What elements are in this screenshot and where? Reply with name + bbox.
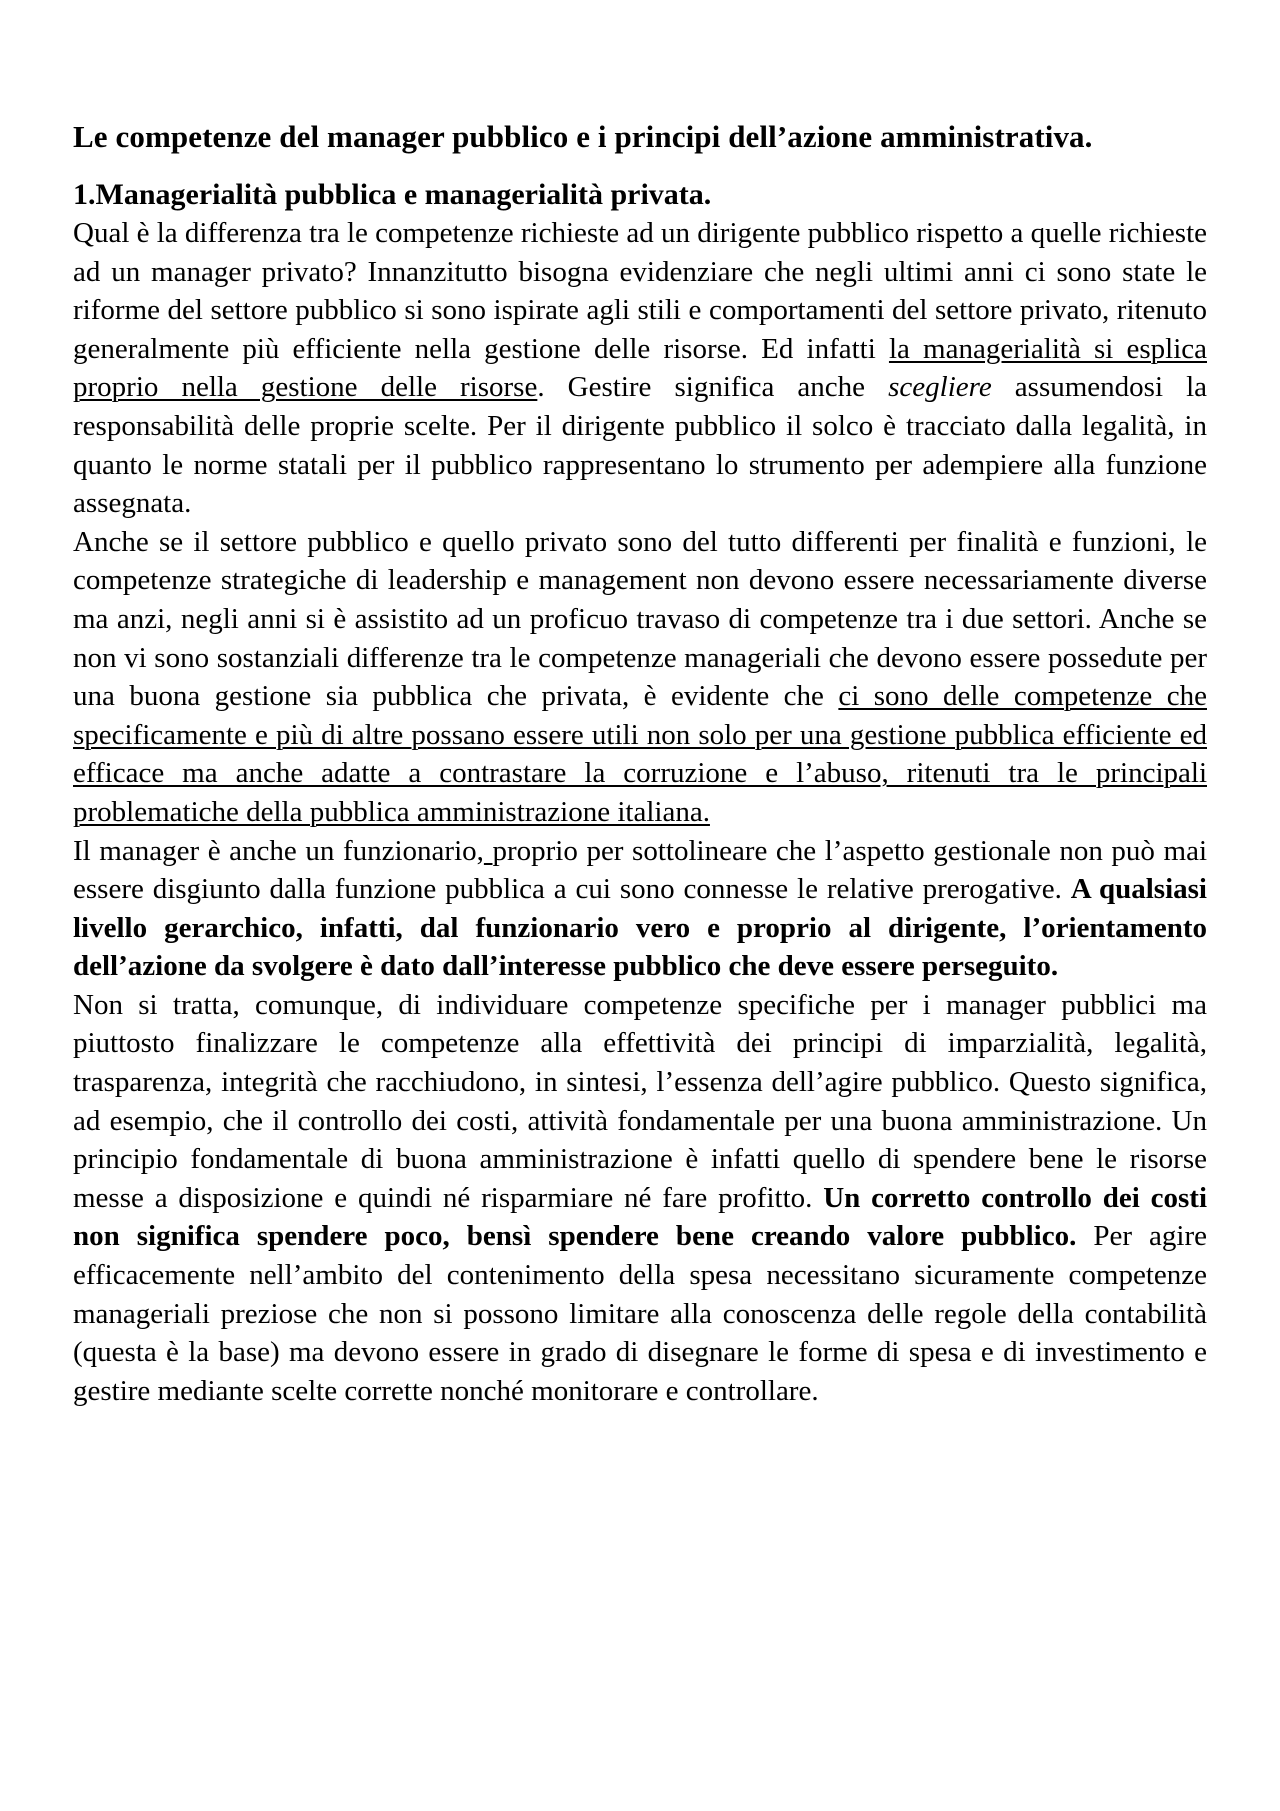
- paragraph-1-text-1: Qual è la differenza tra le competenze richieste ad un dirigente pubblico rispetto a quelle richieste ad un manager privato? Innanzitutto bisogna evidenziare che negli ultimi anni ci sono state le riforme del settore pubblico si sono ispirate agli stili e comportamenti del settore privato, ritenuto generalmente più efficiente nella gestione delle risorse. Ed infatti: [73, 217, 1208, 365]
- paragraph-2: [73, 523, 1207, 832]
- section-heading: 1.Managerialità pubblica e managerialità privata.: [73, 178, 712, 211]
- document-title: Le competenze del manager pubblico e i principi dell’azione amministrativa.: [73, 119, 1093, 154]
- paragraph-1: [73, 214, 1207, 523]
- paragraph-1-text-3: assumendosi la responsabilità delle proprie scelte. Per il dirigente pubblico il solco è tracciato dalla legalità, in quanto le norme statali per il pubblico rappresentano lo strumento per adempiere alla funzione assegnata.: [73, 371, 1208, 520]
- paragraph-3-text-2: proprio per sottolineare che l’aspetto gestionale non può mai essere disgiunto dalla funzione pubblica a cui sono connesse le relative prerogative.: [73, 834, 1208, 906]
- paragraph-2-text-1: Anche se il settore pubblico e quello privato sono del tutto differenti per finalità e funzioni, le competenze strategiche di leadership e management non devono essere necessariamente diverse ma anzi, negli anni si è assistito ad un proficuo travaso di competenze tra i due settori. Anche se non vi sono sostanziali differenze tra le competenze manageriali che devono essere possedute per una buona gestione sia pubblica che privata, è evidente che: [73, 525, 1207, 713]
- paragraph-4-bold: Un corretto controllo dei costi non significa spendere poco, bensì spendere bene creando valore pubblico.: [73, 1181, 1208, 1253]
- document-page: [73, 118, 1207, 1410]
- paragraph-1-italic: scegliere: [888, 371, 992, 404]
- paragraph-1-underlined: la managerialità si esplica proprio nella gestione delle risorse: [73, 332, 1207, 404]
- paragraph-4: [73, 986, 1207, 1411]
- paragraph-4-text-1: Non si tratta, comunque, di individuare competenze specifiche per i manager pubblici ma piuttosto finalizzare le competenze alla effettività dei principi di imparzialità, legalità, trasparenza, integrità che racchiudono, in sintesi, l’essenza dell’agire pubblico. Questo significa, ad esempio, che il controllo dei costi, attività fondamentale per una buona amministrazione. Un principio fondamentale di buona amministrazione è infatti quello di spendere bene le risorse messe a disposizione e quindi né risparmiare né fare profitto.: [73, 988, 1207, 1214]
- paragraph-3-bold: A qualsiasi livello gerarchico, infatti, dal funzionario vero e proprio al dirigente, l’orientamento dell’azione da svolgere è dato dall’interesse pubblico che deve essere perseguito.: [73, 873, 1207, 983]
- paragraph-3: [73, 832, 1207, 986]
- paragraph-1-text-2: . Gestire significa anche: [537, 371, 889, 404]
- paragraph-4-text-2: Per agire efficacemente nell’ambito del contenimento della spesa necessitano sicuramente competenze manageriali preziose che non si possono limitare alla conoscenza delle regole della contabilità (questa è la base) ma devono essere in grado di disegnare le forme di spesa e di investimento e gestire mediante scelte corrette nonché monitorare e controllare.: [73, 1220, 1207, 1407]
- paragraph-2-underlined: ci sono delle competenze che specificamente e più di altre possano essere utili non solo per una gestione pubblica efficiente ed efficace ma anche adatte a contrastare la corruzione e l’abuso, ritenuti tra le principali problematiche della pubblica amministrazione italiana.: [73, 680, 1207, 828]
- paragraph-3-text-1: Il manager è anche un funzionario,: [73, 834, 484, 867]
